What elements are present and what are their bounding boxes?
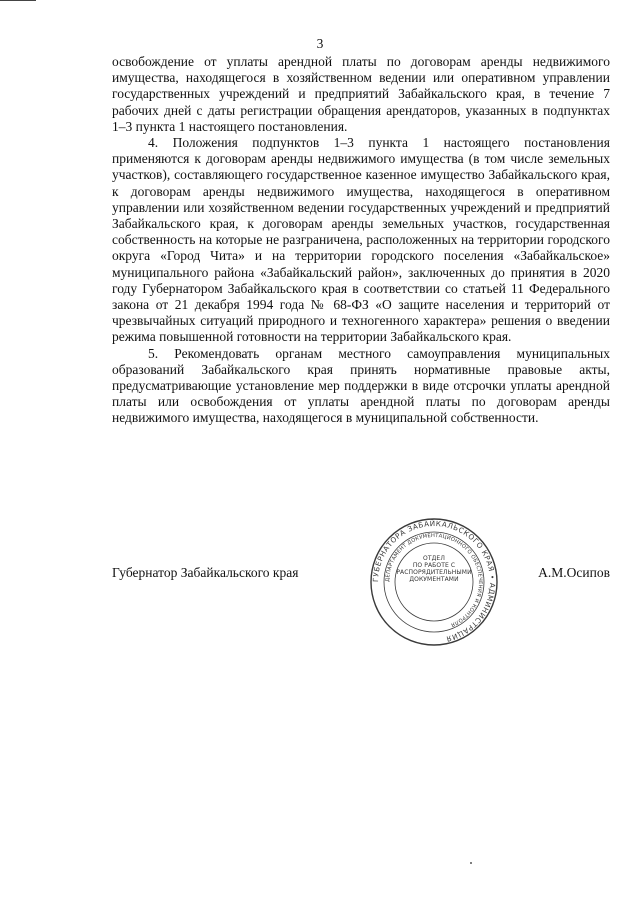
page-number: 3 bbox=[316, 36, 324, 51]
seal-inner-text bbox=[368, 555, 500, 583]
seal-inner-line: ДОКУМЕНТАМИ bbox=[409, 576, 459, 583]
seal-inner-line: ОТДЕЛ bbox=[423, 555, 445, 562]
official-seal-stamp bbox=[368, 516, 500, 648]
scan-speck bbox=[470, 862, 472, 864]
signer-name: А.М.Осипов bbox=[538, 565, 610, 580]
seal-inner-line: ПО РАБОТЕ С bbox=[412, 562, 456, 569]
paragraph-item-5: 5. Рекомендовать органам местного самоуправления муниципальных образований Забайкальского края принять нормативные правовые акты, предусматривающие установление мер поддержки в виде отсрочки уплаты арендной платы или освобождения от уплаты арендной платы по договорам аренды недвижимого имущества, находящегося в муниципальной собственности. bbox=[112, 345, 610, 426]
paragraph-item-4: 4. Положения подпунктов 1–3 пункта 1 настоящего постановления применяются к договорам аренды недвижимого имущества (в том числе земельных участков), составляющего государственное казенное имущество Забайкальского края, к договорам аренды недвижимого имущества, находящегося в оперативном управлении или хозяйственном ведении государственных учреждений и предприятий Забайкальского края, к договорам аренды земельных участков, государственная собственность на которые не разграничена, расположенных на территории городского округа «Город Чита» и на территории городского поселения «Забайкальское» муниципального района «Забайкальский район», заключенных до принятия в 2020 году Губернатором Забайкальского края в соответствии со статьей 11 Федерального закона от 21 декабря 1994 года № 68-ФЗ «О защите населения и территорий от чрезвычайных ситуаций природного и техногенного характера» решения о введении режима повышенной готовности на территории Забайкальского края. bbox=[112, 135, 610, 345]
document-body bbox=[112, 54, 610, 427]
scan-edge-mark bbox=[0, 0, 36, 1]
paragraph-continuation: освобождение от уплаты арендной платы по договорам аренды недвижимого имущества, находящегося в хозяйственном ведении или оперативном управлении государственных учреждений и предприятий Забайкальского края, в течение 7 рабочих дней с даты регистрации обращения арендаторов, указанных в подпунктах 1–3 пункта 1 настоящего постановления. bbox=[112, 54, 610, 134]
signer-position: Губернатор Забайкальского края bbox=[112, 565, 299, 580]
seal-inner-line: РАСПОРЯДИТЕЛЬНЫМИ bbox=[396, 569, 472, 576]
seal-middle-text: ДЕПАРТАМЕНТ ДОКУМЕНТАЦИОННОГО ОБЕСПЕЧЕНИЯ И КОНТРОЛЯ bbox=[384, 532, 484, 628]
seal-outer-text: ГУБЕРНАТОРА ЗАБАЙКАЛЬСКОГО КРАЯ • АДМИНИСТРАЦИЯ bbox=[370, 518, 498, 644]
